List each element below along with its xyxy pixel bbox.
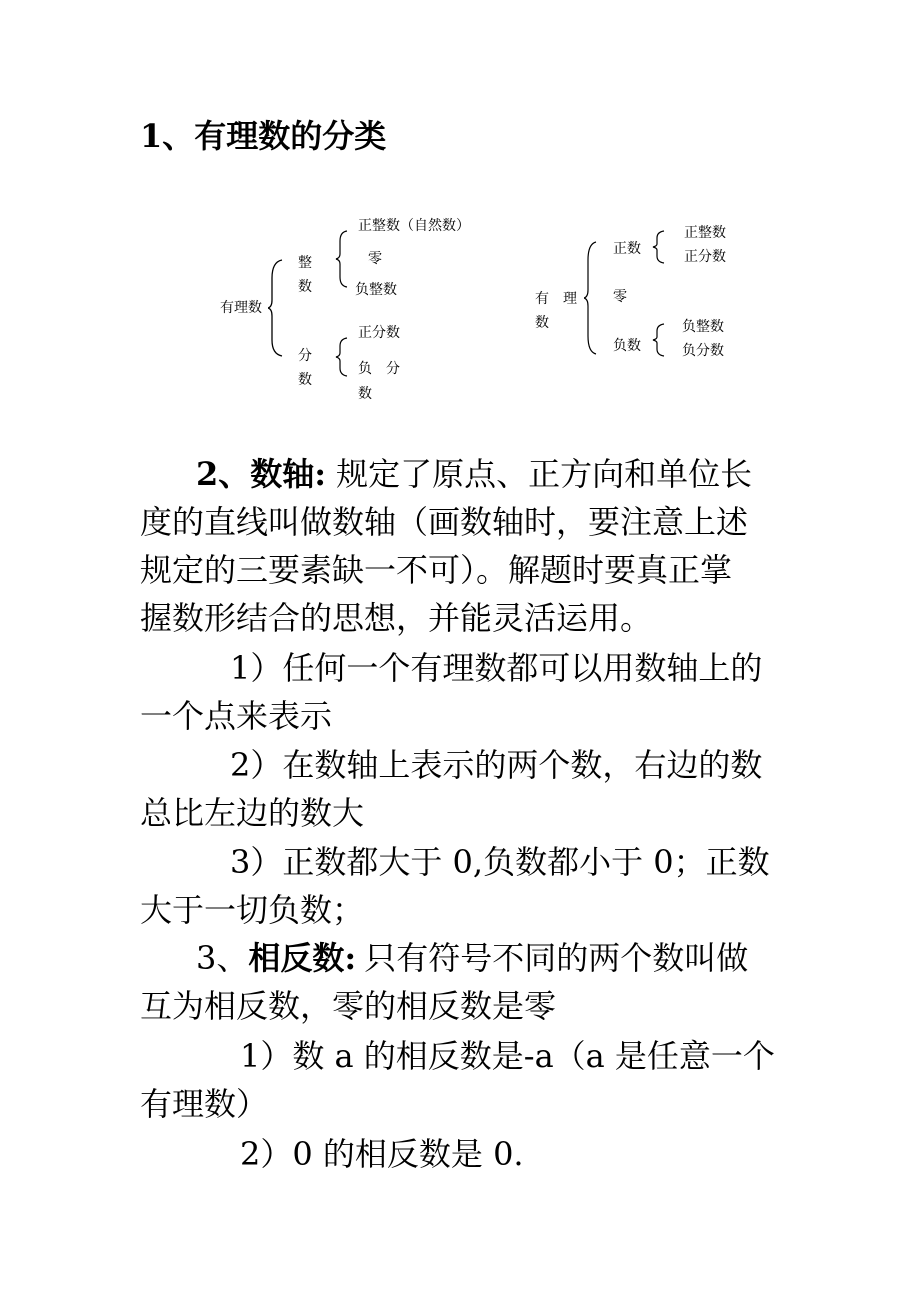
section-2-item-1-line-2: 一个点来表示 — [140, 697, 333, 735]
right-main-brace — [584, 240, 598, 356]
section-3-text-2: 互为相反数，零的相反数是零 — [140, 987, 557, 1025]
integer-label-2: 数 — [298, 279, 312, 295]
section-2-item-1-line-1: 1）任何一个有理数都可以用数轴上的 — [230, 649, 763, 687]
section-3-colon: : — [344, 939, 357, 977]
negative-item-integer: 负整数 — [682, 319, 724, 335]
section-3-first-line — [196, 934, 748, 982]
section-2-text-2: 度的直线叫做数轴（画数轴时，要注意上述 — [140, 503, 749, 541]
fraction-label-2: 数 — [298, 372, 312, 388]
negative-brace — [652, 322, 666, 358]
positive-brace — [652, 229, 666, 265]
integer-label-1: 整 — [298, 255, 312, 271]
integer-item-zero: 零 — [368, 251, 382, 267]
section-3-text-1: 只有符号不同的两个数叫做 — [364, 939, 749, 977]
fraction-item-positive: 正分数 — [358, 325, 400, 341]
diagram-root-label-1: 有 理 — [535, 291, 577, 307]
section-2-text-4: 握数形结合的思想，并能灵活运用。 — [140, 599, 653, 637]
section-2-text-3: 规定的三要素缺一不可）。解题时要真正掌 — [140, 551, 733, 589]
negative-item-fraction: 负分数 — [682, 343, 724, 359]
section-2-item-3-line-2: 大于一切负数； — [140, 891, 365, 929]
positive-label: 正数 — [613, 241, 641, 257]
fraction-item-negative-2: 数 — [358, 386, 372, 402]
integer-item-positive: 正整数（自然数） — [358, 218, 470, 234]
fraction-item-negative-1: 负 分 — [358, 361, 400, 377]
left-brace — [268, 258, 284, 358]
section-3-item-1-line-1: 1）数 a 的相反数是-a（a 是任意一个 — [240, 1037, 775, 1075]
section-2-item-2-line-1: 2）在数轴上表示的两个数，右边的数 — [230, 746, 763, 784]
section-2-text-1: 规定了原点、正方向和单位长 — [336, 455, 753, 493]
positive-item-integer: 正整数 — [684, 225, 726, 241]
zero-label: 零 — [613, 289, 627, 305]
section-2-term: 数轴 — [250, 455, 315, 493]
diagram-root-label: 有理数 — [220, 300, 262, 316]
fraction-brace — [335, 336, 349, 378]
section-2-item-2-line-2: 总比左边的数大 — [140, 794, 365, 832]
section-2-item-3-line-1: 3）正数都大于 0,负数都小于 0；正数 — [230, 843, 770, 881]
section-1-title: 1、有理数的分类 — [140, 117, 387, 155]
positive-item-fraction: 正分数 — [684, 249, 726, 265]
negative-label: 负数 — [613, 338, 641, 354]
section-3-item-1-line-2: 有理数） — [140, 1085, 269, 1123]
section-3-number: 3、 — [196, 939, 249, 977]
diagram-root-label-2: 数 — [535, 315, 549, 331]
section-3-term: 相反数 — [248, 939, 345, 977]
integer-brace — [335, 229, 349, 289]
section-2-number: 2、 — [196, 455, 251, 493]
section-3-item-2-line-1: 2）0 的相反数是 0. — [240, 1135, 524, 1173]
section-2-colon: : — [314, 455, 327, 493]
fraction-label-1: 分 — [298, 348, 312, 364]
section-2-first-line — [196, 450, 752, 498]
integer-item-negative: 负整数 — [355, 282, 397, 298]
